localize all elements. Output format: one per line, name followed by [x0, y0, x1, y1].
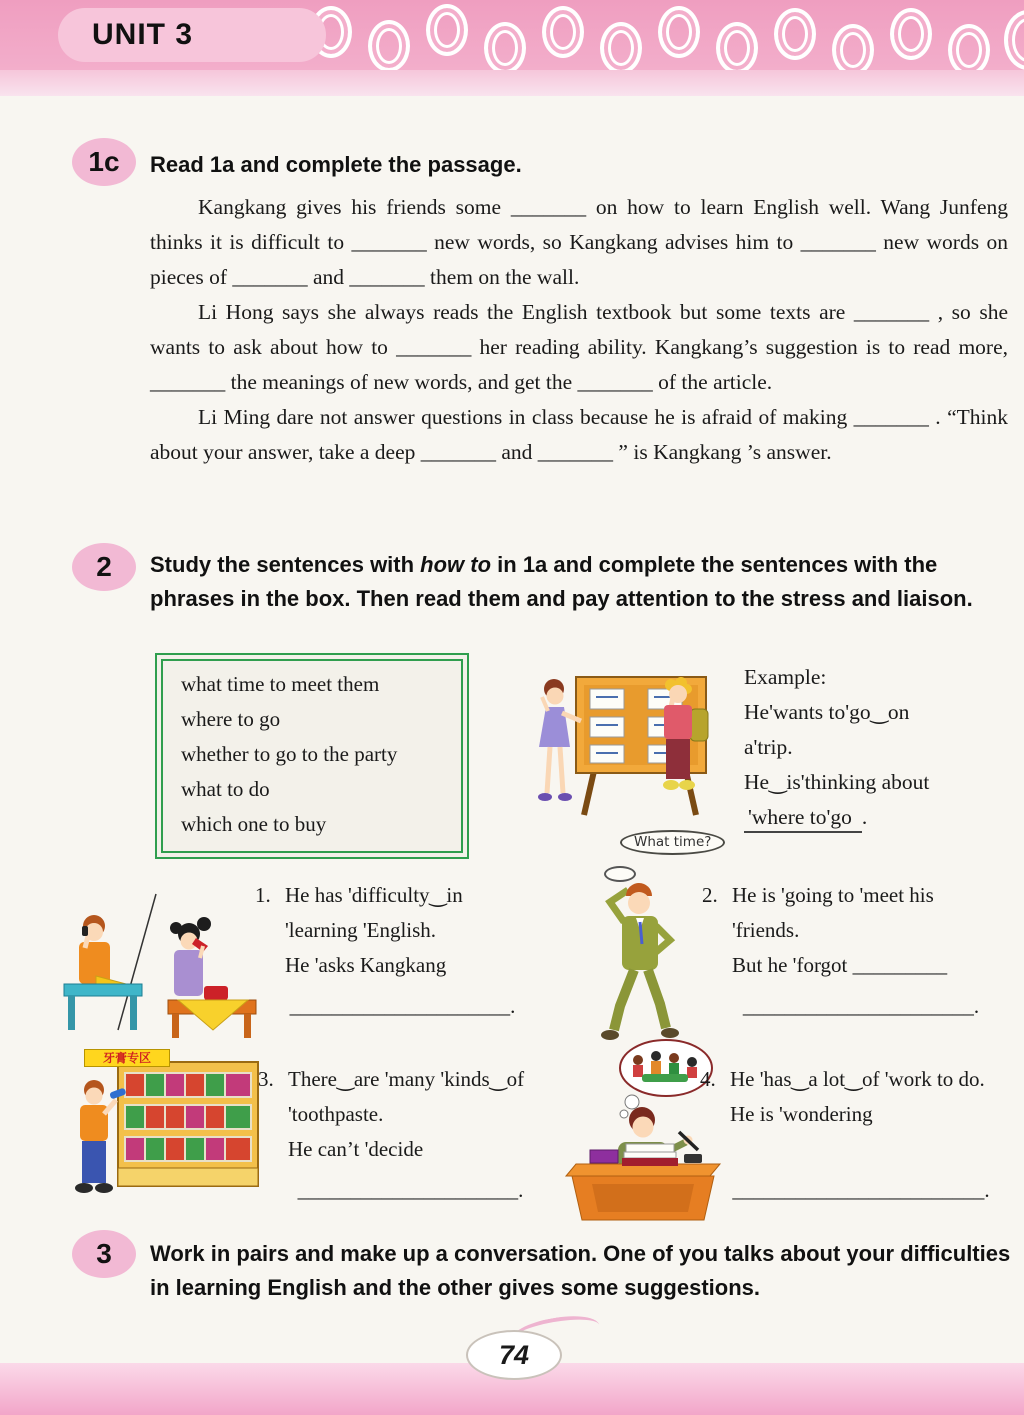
illustration-phone-call	[56, 886, 268, 1042]
section-1c-badge: 1c	[72, 138, 136, 186]
item-number: 3.	[258, 1067, 274, 1091]
item-2	[702, 878, 1020, 1024]
ring-decorations	[310, 0, 1024, 70]
item-blank: _____________________.	[297, 1178, 524, 1202]
item-line: 'toothpaste.	[288, 1102, 384, 1126]
section-3-badge: 3	[72, 1230, 136, 1278]
example-answer: 'where to'go	[744, 805, 862, 833]
thought-bubble: What time?	[620, 830, 725, 855]
example-label: Example:	[744, 665, 827, 689]
item-number: 4.	[700, 1067, 716, 1091]
phrase-item: what to do	[181, 777, 270, 801]
section-1c-title: Read 1a and complete the passage.	[150, 152, 522, 177]
item-1	[255, 878, 550, 1024]
item-number: 1.	[255, 883, 271, 907]
example-block	[744, 660, 1016, 835]
store-sign: 牙膏专区	[84, 1049, 170, 1067]
example-answer-line	[744, 800, 1016, 835]
item-line: He is 'wondering	[730, 1102, 873, 1126]
illustration-man-scratching-head	[566, 868, 708, 1044]
item-number: 2.	[702, 883, 718, 907]
item-line: There‿are 'many 'kinds‿of	[288, 1067, 525, 1091]
item-line: He can’t 'decide	[288, 1137, 424, 1161]
passage-paragraph: Li Hong says she always reads the English textbook but some texts are _______ , so she wants to ask about how to _______ her reading ability. Kangkang’s suggestion is to read more, _______ the meanings of new words, and get the _______ of the article.	[150, 300, 1008, 394]
phrase-item: whether to go to the party	[181, 742, 398, 766]
item-blank: ______________________.	[742, 994, 980, 1018]
section-2-title-italic: how to	[420, 552, 492, 577]
item-blank: ________________________.	[732, 1178, 990, 1202]
illustration-toothpaste-store	[66, 1042, 266, 1214]
page-number: 74	[498, 1339, 530, 1370]
passage-paragraph: Kangkang gives his friends some _______ on how to learn English well. Wang Junfeng thinks it is difficult to _______ new words, so Kangkang advises him to _______ new words on pieces of _______ and _______ them on the wall.	[150, 195, 1008, 289]
unit-label: UNIT 3	[92, 18, 194, 51]
example-answer-period: .	[861, 805, 868, 829]
item-line: 'friends.	[732, 918, 800, 942]
section-2-badge: 2	[72, 543, 136, 591]
item-line: He 'has‿a lot‿of 'work to do.	[730, 1067, 985, 1091]
section-2-title-pre: Study the sentences with	[150, 552, 421, 577]
page-number-oval	[466, 1330, 562, 1380]
phrase-item: where to go	[181, 707, 281, 731]
item-line: He 'asks Kangkang	[285, 953, 447, 977]
section-3-title: Work in pairs and make up a conversation. One of you talks about your difficulties in learning English and the other gives some suggestions.	[150, 1241, 1011, 1300]
example-line: He‿is'thinking about	[744, 770, 930, 794]
item-line: He has 'difficulty‿in	[285, 883, 463, 907]
header-band	[0, 0, 1024, 70]
illustration-notice-board	[524, 663, 740, 823]
header-strip	[0, 70, 1024, 96]
item-blank: _____________________.	[289, 994, 516, 1018]
section-2-title-post: in 1a and complete the sentences with the phrases in the box. Then read them and pay attention to the stress and liaison.	[150, 552, 973, 611]
item-3	[258, 1062, 563, 1208]
example-line: He'wants to'go‿on	[744, 700, 910, 724]
phrase-item: what time to meet them	[181, 672, 380, 696]
item-4	[700, 1062, 1022, 1208]
item-line	[700, 1132, 1022, 1167]
passage-paragraph: Li Ming dare not answer questions in class because he is afraid of making _______ . “Think about your answer, take a deep _______ and _______ ” is Kangkang ’s answer.	[150, 405, 1008, 464]
passage	[150, 190, 1008, 470]
item-line: But he 'forgot _________	[732, 953, 948, 977]
phrase-box	[155, 653, 469, 859]
item-line: 'learning 'English.	[285, 918, 437, 942]
phrase-item: which one to buy	[181, 812, 327, 836]
section-2-title	[150, 548, 1012, 616]
example-line: a'trip.	[744, 735, 793, 759]
item-line: He is 'going to 'meet his	[732, 883, 934, 907]
unit-pill	[58, 8, 326, 62]
